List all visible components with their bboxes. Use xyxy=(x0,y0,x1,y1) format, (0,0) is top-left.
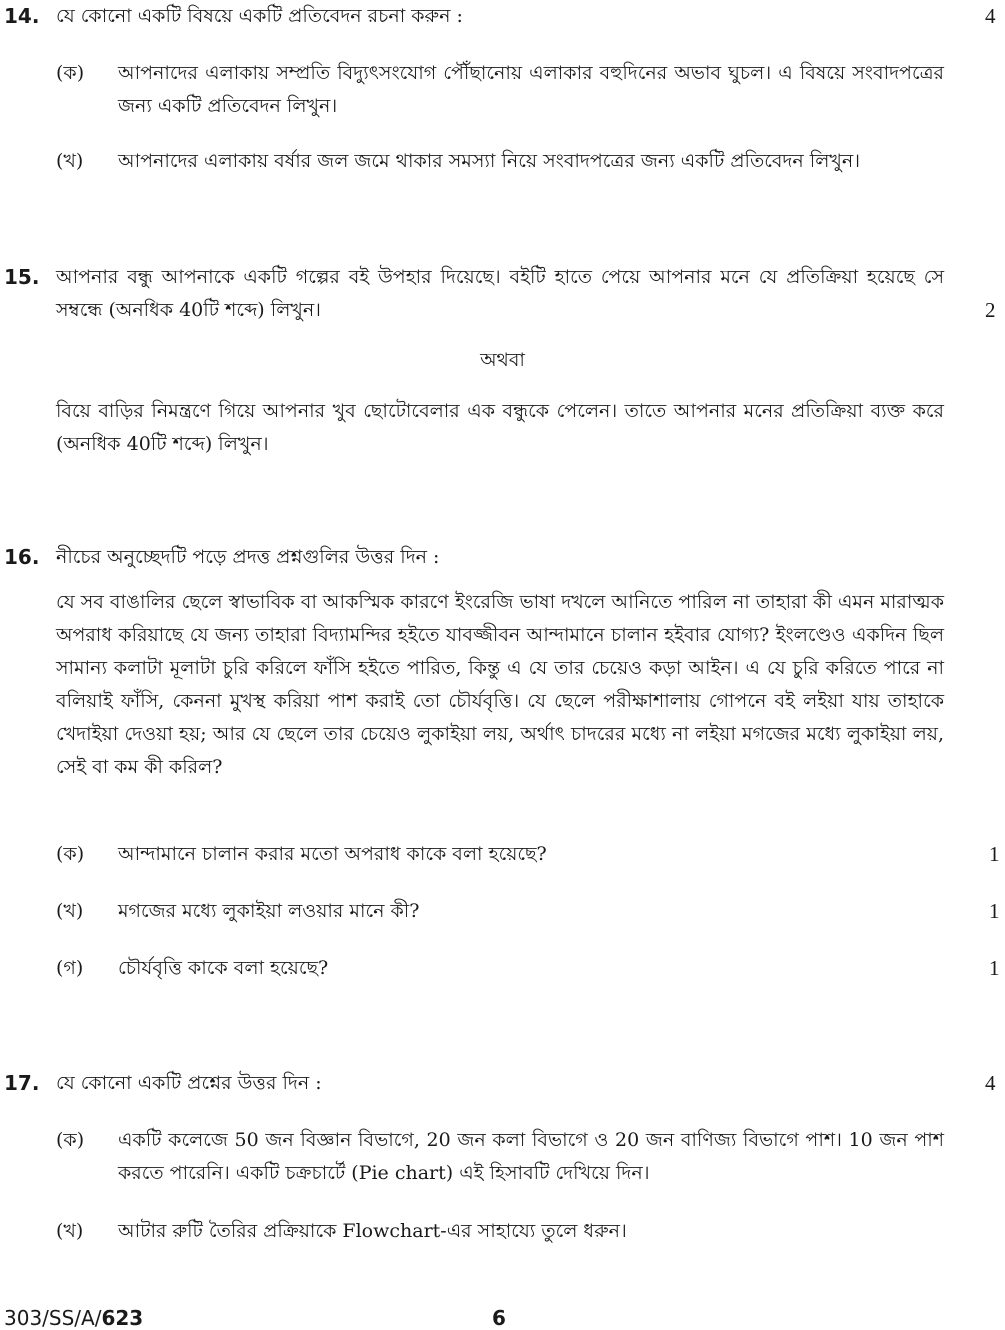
q14-option-b-label: (খ) xyxy=(56,150,84,172)
q16-part-c-text: চৌর্যবৃত্তি কাকে বলা হয়েছে? xyxy=(118,957,329,979)
question-16-stem: নীচের অনুচ্ছেদটি পড়ে প্রদত্ত প্রশ্নগুলির উত্তর দিন : xyxy=(56,546,440,568)
q17-option-b-label: (খ) xyxy=(56,1220,84,1242)
q16-part-a-marks: 1 xyxy=(989,842,1000,866)
q16-part-b-label: (খ) xyxy=(56,900,84,922)
question-17-stem: যে কোনো একটি প্রশ্নের উত্তর দিন : xyxy=(56,1072,322,1094)
paper-code-prefix: 303/SS/A/ xyxy=(4,1306,102,1330)
question-17-marks: 4 xyxy=(985,1071,996,1095)
q16-part-a-text: আন্দামানে চালান করার মতো অপরাধ কাকে বলা হয়েছে? xyxy=(118,843,547,865)
paper-code-number: 623 xyxy=(101,1306,144,1330)
q14-option-b-text: আপনাদের এলাকায় বর্ষার জল জমে থাকার সমস্যা নিয়ে সংবাদপত্রের জন্য একটি প্রতিবেদন লিখুন। xyxy=(118,150,860,172)
q16-part-a-label: (ক) xyxy=(56,843,85,865)
question-14-marks: 4 xyxy=(985,4,996,28)
question-15-stem: আপনার বন্ধু আপনাকে একটি গল্পের বই উপহার দিয়েছে। বইটি হাতে পেয়ে আপনার মনে যে প্রতিক্রিয়া হয়েছে সে সম্বন্ধে (অনধিক 40টি শব্দে) লিখুন। xyxy=(56,266,944,321)
q16-part-b-marks: 1 xyxy=(989,899,1000,923)
q16-part-c-label: (গ) xyxy=(56,957,84,979)
paper-code xyxy=(4,1306,143,1330)
q14-option-a-label: (ক) xyxy=(56,62,85,84)
question-16-number: 16. xyxy=(4,545,40,569)
question-14-number: 14. xyxy=(4,4,40,28)
q17-option-a-label: (ক) xyxy=(56,1129,85,1151)
question-15-marks: 2 xyxy=(985,298,996,322)
q17-option-b-text: আটার রুটি তৈরির প্রক্রিয়াকে Flowchart-এর সাহায্যে তুলে ধরুন। xyxy=(118,1220,627,1242)
q16-part-c-marks: 1 xyxy=(989,956,1000,980)
question-15-alternative: বিয়ে বাড়ির নিমন্ত্রণে গিয়ে আপনার খুব ছোটোবেলার এক বন্ধুকে পেলেন। তাতে আপনার মনের প্রতিক্রিয়া ব্যক্ত করে (অনধিক 40টি শব্দে) লিখুন। xyxy=(56,400,944,455)
question-16-passage: যে সব বাঙালির ছেলে স্বাভাবিক বা আকস্মিক কারণে ইংরেজি ভাষা দখলে আনিতে পারিল না তাহারা কী এমন মারাত্মক অপরাধ করিয়াছে যে জন্য তাহারা বিদ্যামন্দির হইতে যাবজ্জীবন আন্দামানে চালান হইবার যোগ্য? ইংলণ্ডেও একদিন ছিল সামান্য কলাটা মূলাটা চুরি করিলে ফাঁসি হইতে পারিত, কিন্তু এ যে তার চেয়েও কড়া আইন। এ যে চুরি করিতে পারে না বলিয়াই ফাঁসি, কেননা মুখস্থ করিয়া পাশ করাই তো চৌর্যবৃত্তি। যে ছেলে পরীক্ষাশালায় গোপনে বই লইয়া যায় তাহাকে খেদাইয়া দেওয়া হয়; আর যে ছেলে তার চেয়েও লুকাইয়া লয়, অর্থাৎ চাদরের মধ্যে না লইয়া মগজের মধ্যে লুকাইয়া লয়, সেই বা কম কী করিল? xyxy=(56,591,944,778)
q17-option-a-text: একটি কলেজে 50 জন বিজ্ঞান বিভাগে, 20 জন কলা বিভাগে ও 20 জন বাণিজ্য বিভাগে পাশ। 10 জন পাশ করতে পারেনি। একটি চক্রচার্টে (Pie chart) এই হিসাবটি দেখিয়ে দিন। xyxy=(118,1129,944,1184)
page-number: 6 xyxy=(492,1306,506,1330)
or-divider: অথবা xyxy=(480,349,525,371)
question-15-number: 15. xyxy=(4,265,40,289)
question-14-stem: যে কোনো একটি বিষয়ে একটি প্রতিবেদন রচনা করুন : xyxy=(56,5,463,27)
q14-option-a-text: আপনাদের এলাকায় সম্প্রতি বিদ্যুৎসংযোগ পৌঁছানোয় এলাকার বহুদিনের অভাব ঘুচল। এ বিষয়ে সংবাদপত্রের জন্য একটি প্রতিবেদন লিখুন। xyxy=(118,62,944,117)
question-17-number: 17. xyxy=(4,1071,40,1095)
q16-part-b-text: মগজের মধ্যে লুকাইয়া লওয়ার মানে কী? xyxy=(118,900,420,922)
